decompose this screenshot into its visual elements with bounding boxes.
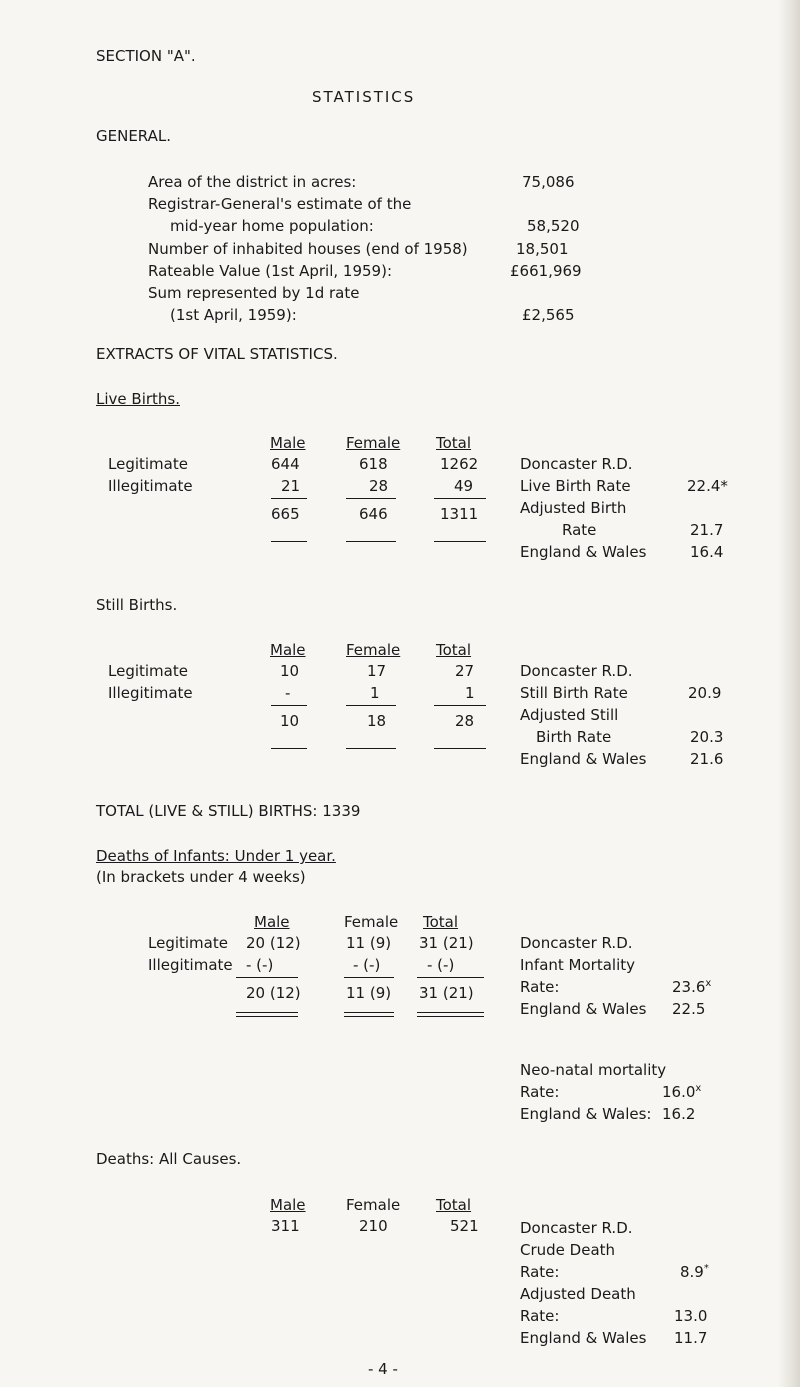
cell-male: 10 bbox=[280, 662, 300, 680]
rate-label: Live Birth Rate bbox=[520, 477, 631, 495]
rate-label: England & Wales bbox=[520, 1329, 647, 1347]
rate-label: Infant Mortality bbox=[520, 956, 636, 974]
rule bbox=[434, 498, 486, 499]
rule bbox=[346, 705, 396, 706]
col-total: Total bbox=[436, 1196, 472, 1214]
col-total: Total bbox=[436, 434, 472, 452]
rate-value: 21.7 bbox=[690, 521, 724, 539]
cell-female: 28 bbox=[369, 477, 389, 495]
total-total: 1311 bbox=[440, 505, 479, 523]
rate-value: 11.7 bbox=[674, 1329, 708, 1347]
section-label: SECTION "A". bbox=[96, 47, 196, 65]
neonatal-value: 16.2 bbox=[662, 1105, 696, 1123]
rule bbox=[236, 1012, 298, 1013]
row-label: Legitimate bbox=[108, 662, 188, 680]
rate-value: 20.9 bbox=[688, 684, 722, 702]
rate-label: Doncaster R.D. bbox=[520, 662, 633, 680]
total-male: 10 bbox=[280, 712, 300, 730]
col-total: Total bbox=[436, 641, 472, 659]
rule bbox=[344, 977, 394, 978]
rate-label: England & Wales bbox=[520, 1000, 647, 1018]
rate-label: England & Wales bbox=[520, 543, 647, 561]
rule bbox=[417, 1012, 484, 1013]
total-female: 11 (9) bbox=[346, 984, 392, 1002]
rule bbox=[271, 541, 307, 542]
col-total: Total bbox=[423, 913, 459, 931]
rate-number: 23.6 bbox=[672, 978, 706, 996]
rate-label: Crude Death bbox=[520, 1241, 616, 1259]
row-label: Illegitimate bbox=[108, 684, 193, 702]
general-label: Rateable Value (1st April, 1959): bbox=[148, 262, 392, 280]
rate-label: England & Wales bbox=[520, 750, 647, 768]
live-births-heading: Live Births. bbox=[96, 390, 180, 408]
extracts-heading: EXTRACTS OF VITAL STATISTICS. bbox=[96, 345, 338, 363]
general-label: mid-year home population: bbox=[170, 217, 374, 235]
rate-value: 22.4* bbox=[687, 477, 728, 495]
total-births: TOTAL (LIVE & STILL) BIRTHS: 1339 bbox=[96, 802, 361, 820]
general-label: Sum represented by 1d rate bbox=[148, 284, 360, 302]
rule bbox=[434, 705, 486, 706]
neonatal-value bbox=[662, 1083, 701, 1101]
cell-total: 1 bbox=[465, 684, 475, 702]
rate-value bbox=[680, 1263, 709, 1281]
total-total: 28 bbox=[455, 712, 475, 730]
general-value: £2,565 bbox=[522, 306, 575, 324]
cell-total: 521 bbox=[450, 1217, 479, 1235]
cell-male: 20 (12) bbox=[246, 934, 301, 952]
rate-value: 20.3 bbox=[690, 728, 724, 746]
general-heading: GENERAL. bbox=[96, 127, 171, 145]
col-female: Female bbox=[346, 641, 401, 659]
cell-male: 311 bbox=[271, 1217, 300, 1235]
page-title: STATISTICS bbox=[312, 88, 416, 106]
rule bbox=[236, 1016, 298, 1017]
cell-total: - (-) bbox=[427, 956, 455, 974]
rate-value bbox=[672, 978, 711, 996]
rule bbox=[236, 977, 298, 978]
rate-label: Rate bbox=[562, 521, 597, 539]
total-total: 31 (21) bbox=[419, 984, 474, 1002]
rate-mark: * bbox=[703, 1263, 709, 1274]
rate-value: 13.0 bbox=[674, 1307, 708, 1325]
rate-value: 21.6 bbox=[690, 750, 724, 768]
total-male: 665 bbox=[271, 505, 300, 523]
general-label: Registrar-General's estimate of the bbox=[148, 195, 412, 213]
general-label: Area of the district in acres: bbox=[148, 173, 357, 191]
rule bbox=[344, 1012, 394, 1013]
rate-label: Adjusted Birth bbox=[520, 499, 627, 517]
total-female: 646 bbox=[359, 505, 388, 523]
rate-label: Rate: bbox=[520, 978, 560, 996]
col-male: Male bbox=[254, 913, 290, 931]
rate-label: Doncaster R.D. bbox=[520, 934, 633, 952]
neonatal-label: England & Wales: bbox=[520, 1105, 652, 1123]
infant-deaths-subheading: (In brackets under 4 weeks) bbox=[96, 868, 306, 886]
rate-label: Doncaster R.D. bbox=[520, 1219, 633, 1237]
rate-label: Doncaster R.D. bbox=[520, 455, 633, 473]
cell-female: 210 bbox=[359, 1217, 388, 1235]
all-deaths-heading: Deaths: All Causes. bbox=[96, 1150, 242, 1168]
cell-male: 21 bbox=[281, 477, 301, 495]
page-number: - 4 - bbox=[368, 1360, 398, 1378]
general-label: (1st April, 1959): bbox=[170, 306, 297, 324]
general-value: 75,086 bbox=[522, 173, 575, 191]
still-births-heading: Still Births. bbox=[96, 596, 178, 614]
neonatal-label: Rate: bbox=[520, 1083, 560, 1101]
rate-number: 16.0 bbox=[662, 1083, 696, 1101]
general-value: 18,501 bbox=[516, 240, 569, 258]
cell-female: 1 bbox=[370, 684, 380, 702]
cell-male: - bbox=[285, 684, 291, 702]
rule bbox=[346, 498, 396, 499]
col-female: Female bbox=[346, 434, 401, 452]
cell-female: 618 bbox=[359, 455, 388, 473]
rule bbox=[271, 748, 307, 749]
cell-total: 1262 bbox=[440, 455, 479, 473]
cell-female: - (-) bbox=[353, 956, 381, 974]
general-value: £661,969 bbox=[510, 262, 582, 280]
rate-mark: x bbox=[695, 1083, 702, 1094]
rule bbox=[417, 977, 484, 978]
row-label: Illegitimate bbox=[108, 477, 193, 495]
rate-label: Still Birth Rate bbox=[520, 684, 628, 702]
rate-label: Rate: bbox=[520, 1263, 560, 1281]
cell-total: 49 bbox=[454, 477, 474, 495]
col-female: Female bbox=[346, 1196, 401, 1214]
rule bbox=[434, 541, 486, 542]
page-edge-shadow bbox=[778, 0, 800, 1387]
col-male: Male bbox=[270, 641, 306, 659]
neonatal-label: Neo-natal mortality bbox=[520, 1061, 667, 1079]
rule bbox=[346, 541, 396, 542]
col-female: Female bbox=[344, 913, 399, 931]
col-male: Male bbox=[270, 1196, 306, 1214]
rate-mark: x bbox=[705, 978, 712, 989]
rule bbox=[417, 1016, 484, 1017]
rate-label: Adjusted Still bbox=[520, 706, 619, 724]
total-male: 20 (12) bbox=[246, 984, 301, 1002]
rule bbox=[271, 498, 307, 499]
rule bbox=[346, 748, 396, 749]
row-label: Legitimate bbox=[108, 455, 188, 473]
rate-value: 22.5 bbox=[672, 1000, 706, 1018]
general-value: 58,520 bbox=[527, 217, 580, 235]
total-female: 18 bbox=[367, 712, 387, 730]
rate-label: Adjusted Death bbox=[520, 1285, 636, 1303]
cell-total: 27 bbox=[455, 662, 475, 680]
cell-total: 31 (21) bbox=[419, 934, 474, 952]
rate-label: Rate: bbox=[520, 1307, 560, 1325]
cell-female: 11 (9) bbox=[346, 934, 392, 952]
rule bbox=[434, 748, 486, 749]
infant-deaths-heading: Deaths of Infants: Under 1 year. bbox=[96, 847, 336, 865]
row-label: Legitimate bbox=[148, 934, 228, 952]
row-label: Illegitimate bbox=[148, 956, 233, 974]
general-label: Number of inhabited houses (end of 1958) bbox=[148, 240, 468, 258]
cell-female: 17 bbox=[367, 662, 387, 680]
rate-label: Birth Rate bbox=[536, 728, 612, 746]
rule bbox=[271, 705, 307, 706]
rate-value: 16.4 bbox=[690, 543, 724, 561]
cell-male: 644 bbox=[271, 455, 300, 473]
cell-male: - (-) bbox=[246, 956, 274, 974]
rule bbox=[344, 1016, 394, 1017]
col-male: Male bbox=[270, 434, 306, 452]
rate-number: 8.9 bbox=[680, 1263, 704, 1281]
